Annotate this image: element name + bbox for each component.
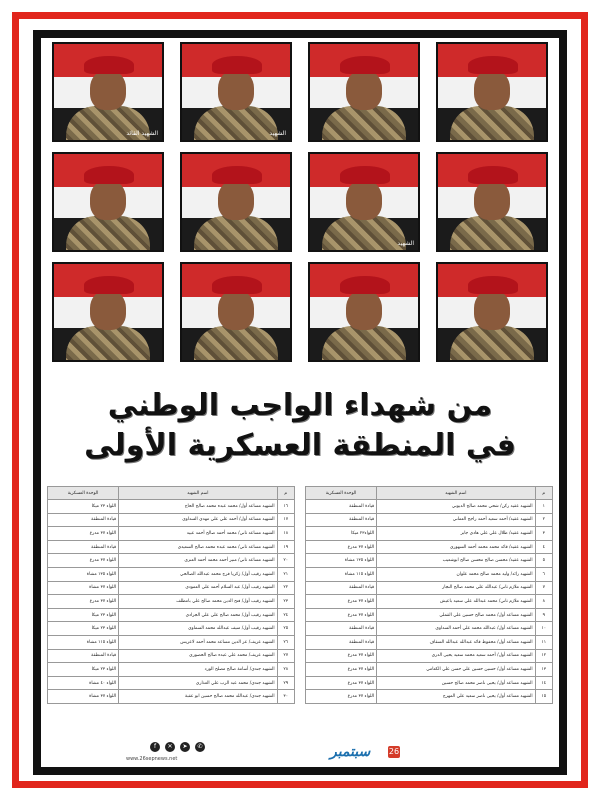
martyr-photo-7 [180, 152, 292, 252]
photo-caption: الشهيد القائد [126, 130, 158, 137]
table-row [306, 513, 553, 527]
military-unit: اللواء ٢٣ ميكا [48, 622, 119, 636]
table-row [306, 622, 553, 636]
row-number: ٥ [535, 554, 552, 568]
row-number: ٤ [535, 540, 552, 554]
martyr-photo-9 [436, 262, 548, 362]
martyr-photo-12 [52, 262, 164, 362]
martyr-name: الشهيد عقيد ركن/ شحي محمد صالح الديوني [377, 500, 535, 514]
photo-grid [50, 42, 550, 372]
row-number: ٢٣ [277, 595, 294, 609]
row-number: ١٥ [535, 690, 552, 704]
military-unit: اللواء ٣٧ مشاة [48, 690, 119, 704]
martyrs-table-left [47, 486, 295, 704]
soldier-portrait [322, 158, 406, 252]
martyr-name: الشهيد مساعد أول/ محمد صالح حسين علي القملي [377, 608, 535, 622]
table-row [48, 622, 295, 636]
photo-caption: الشهيد [269, 130, 286, 137]
martyr-photo-5 [436, 152, 548, 252]
table-row [306, 527, 553, 541]
row-number: ٢٧ [277, 649, 294, 663]
martyr-name: الشهيد رقيب أول/ فتح الدين محمد صالح علي بامطلف [119, 595, 277, 609]
martyr-name: الشهيد رقيب أول/ عبد السلام أحمد علي العمودي [119, 581, 277, 595]
row-number: ١ [535, 500, 552, 514]
newspaper-logo [330, 742, 400, 762]
military-unit: اللواء ٣٧ مدرع [306, 608, 377, 622]
footer [126, 742, 430, 766]
martyr-photo-10 [308, 262, 420, 362]
table-row [306, 676, 553, 690]
military-unit: قيادة المنطقة [306, 635, 377, 649]
military-unit: قيادة المنطقة [306, 513, 377, 527]
martyr-name: الشهيد مساعد أول/ عبدالله محمد علي أحمد السداوي [377, 622, 535, 636]
website-url[interactable]: www.26sepnews.net [126, 756, 178, 762]
martyrs-table-right [305, 486, 553, 704]
facebook-icon[interactable]: f [150, 742, 160, 752]
martyr-name: الشهيد مساعد ثاني/ محمد عبده محمد صالح السعيدي [119, 540, 277, 554]
military-unit: اللواء ٣٧ مدرع [48, 595, 119, 609]
table-row [48, 540, 295, 554]
table-row [48, 527, 295, 541]
row-number: ٢١ [277, 567, 294, 581]
headline-line-2: في المنطقة العسكرية الأولى [84, 428, 516, 463]
martyr-name: الشهيد عقيد/ قائد محمد محمد أحمد السهوري [377, 540, 535, 554]
martyr-name: الشهيد عقيد/ طلال علي علي هادي جابر [377, 527, 535, 541]
soldier-portrait [322, 268, 406, 362]
row-number: ٢٠ [277, 554, 294, 568]
martyr-photo-4 [52, 42, 164, 142]
row-number: ٢٥ [277, 622, 294, 636]
martyr-name: الشهيد رقيب أول/ منيف عبدالله محمد السماوي [119, 622, 277, 636]
logo-badge: 26 [388, 747, 400, 756]
row-number: ١٠ [535, 622, 552, 636]
x-icon[interactable]: ✕ [165, 742, 175, 752]
soldier-portrait [450, 48, 534, 142]
row-number: ١١ [535, 635, 552, 649]
martyr-name: الشهيد عريف/ محمد علي عبده صالح الحصوري [119, 649, 277, 663]
military-unit: اللواء ١١٥ مشاة [306, 567, 377, 581]
military-unit: اللواء ١١٥ مشاة [48, 635, 119, 649]
military-unit: اللواء ٣٧ مدرع [48, 527, 119, 541]
row-number: ١٦ [277, 500, 294, 514]
table-row [306, 540, 553, 554]
military-unit: قيادة المنطقة [306, 622, 377, 636]
header-unit: الوحدة العسكرية [306, 487, 377, 500]
soldier-portrait [194, 48, 278, 142]
table-row [48, 595, 295, 609]
martyr-name: الشهيد ملازم ثاني/ عبدالله علي محمد صالح النجار [377, 581, 535, 595]
military-unit: اللواء ٣٧ مدرع [306, 595, 377, 609]
martyr-name: الشهيد مساعد أول/ أحمد علي علي مهدي السداوي [119, 513, 277, 527]
row-number: ٣٠ [277, 690, 294, 704]
table-header-row [48, 487, 295, 500]
military-unit: اللواء٢٣ ميكا [306, 527, 377, 541]
row-number: ٢ [535, 513, 552, 527]
table-row [48, 663, 295, 677]
military-unit: اللواء ٤٠ مشاة [48, 676, 119, 690]
table-row [306, 690, 553, 704]
row-number: ٢٦ [277, 635, 294, 649]
military-unit: قيادة المنطقة [48, 649, 119, 663]
row-number: ٦ [535, 567, 552, 581]
military-unit: قيادة المنطقة [306, 581, 377, 595]
martyr-photo-2 [308, 42, 420, 142]
martyr-photo-1 [436, 42, 548, 142]
military-unit: اللواء ٣٧ مدرع [306, 649, 377, 663]
row-number: ١٨ [277, 527, 294, 541]
martyrs-tables [47, 486, 553, 732]
table-row [306, 581, 553, 595]
table-row [48, 513, 295, 527]
military-unit: اللواء ٣٧ مدرع [306, 663, 377, 677]
telegram-icon[interactable]: ➤ [180, 742, 190, 752]
soldier-portrait [450, 268, 534, 362]
martyr-name: الشهيد جندي/ أسامة صالح مصلح الورد [119, 663, 277, 677]
table-row [48, 554, 295, 568]
row-number: ١٤ [535, 676, 552, 690]
header-num: م [277, 487, 294, 500]
martyr-name: الشهيد مساعد ثاني/ محمد أحمد صالح أحمد عبيد [119, 527, 277, 541]
soldier-portrait [66, 158, 150, 252]
table-row [306, 635, 553, 649]
table-header-row [306, 487, 553, 500]
row-number: ٩ [535, 608, 552, 622]
martyr-name: الشهيد مساعد أول/ حسين حسين علي حسن علي الكعامي [377, 663, 535, 677]
table-row [48, 676, 295, 690]
martyr-photo-3 [180, 42, 292, 142]
table-row [306, 567, 553, 581]
header-name: اسم الشهيد [119, 487, 277, 500]
table-row [306, 554, 553, 568]
row-number: ٣ [535, 527, 552, 541]
table-row [306, 608, 553, 622]
martyr-name: الشهيد مساعد أول/ يحيى ناصر محمد صالح حسين [377, 676, 535, 690]
table-row [48, 635, 295, 649]
social-icons [150, 742, 205, 752]
row-number: ٧ [535, 581, 552, 595]
military-unit: قيادة المنطقة [48, 513, 119, 527]
martyr-photo-11 [180, 262, 292, 362]
row-number: ٢٩ [277, 676, 294, 690]
military-unit: اللواء ٣٧ مدرع [306, 676, 377, 690]
military-unit: اللواء ١٣٥ مشاة [48, 567, 119, 581]
martyr-name: الشهيد رائد/ وليد محمد صالح محمد علوان [377, 567, 535, 581]
row-number: ١٩ [277, 540, 294, 554]
martyr-name: الشهيد مساعد أول/ يحيى ناصر سعيد علي المهرج [377, 690, 535, 704]
soldier-portrait [194, 268, 278, 362]
header-num: م [535, 487, 552, 500]
soldier-portrait [322, 48, 406, 142]
table-row [306, 500, 553, 514]
table-row [48, 567, 295, 581]
table-row [306, 663, 553, 677]
header-unit: الوحدة العسكرية [48, 487, 119, 500]
martyr-name: الشهيد جندي/ عبدالله محمد صالح حسين ابو عقبة [119, 690, 277, 704]
soldier-portrait [450, 158, 534, 252]
martyr-name: الشهيد مساعد أول/ أحمد سعيد محمد سعيد يحيى الدري [377, 649, 535, 663]
martyr-photo-8 [52, 152, 164, 252]
martyr-name: الشهيد عريف/ عز الدين مساعد محمد أحمد لاعريس [119, 635, 277, 649]
martyr-name: الشهيد رقيب أول/ محمد صالح علي علي الجرادي [119, 608, 277, 622]
military-unit: اللواء ١٣٥ مشاة [306, 554, 377, 568]
martyr-name: الشهيد رقيب أول/ زكريا فرج محمد عبدالله الصالحي [119, 567, 277, 581]
row-number: ١٢ [535, 649, 552, 663]
headline-line-1: من شهداء الواجب الوطني [107, 388, 493, 423]
row-number: ١٣ [535, 663, 552, 677]
military-unit: قيادة المنطقة [48, 540, 119, 554]
table-row [48, 690, 295, 704]
martyr-name: الشهيد مساعد أول/ محمد عبده محمد صالح الحاج [119, 500, 277, 514]
soldier-portrait [194, 158, 278, 252]
table-row [48, 649, 295, 663]
logo-text: سبتمبر [330, 744, 371, 760]
soldier-portrait [66, 268, 150, 362]
whatsapp-icon[interactable]: ✆ [195, 742, 205, 752]
martyr-name: الشهيد مساعد ثاني/ منير أحمد محمد أحمد العنزي [119, 554, 277, 568]
soldier-portrait [66, 48, 150, 142]
row-number: ٢٤ [277, 608, 294, 622]
martyr-name: الشهيد ملازم ثاني/ محمد عبدالله علي سعيد باعيش [377, 595, 535, 609]
table-row [48, 608, 295, 622]
military-unit: اللواء ٢٣ ميكا [48, 500, 119, 514]
military-unit: اللواء ٢٣ ميكا [48, 663, 119, 677]
military-unit: اللواء ٣٧ مدرع [48, 554, 119, 568]
table-row [48, 500, 295, 514]
military-unit: قيادة المنطقة [306, 500, 377, 514]
martyr-name: الشهيد جندي/ محمد عبد الرب علي العذاري [119, 676, 277, 690]
martyr-name: الشهيد عقيد/ أحمد سعيد أحمد راجح العماني [377, 513, 535, 527]
military-unit: اللواء ٣٧ مشاة [48, 581, 119, 595]
military-unit: اللواء ٣٧ مدرع [306, 540, 377, 554]
military-unit: اللواء ٢٣ ميكا [48, 608, 119, 622]
row-number: ١٧ [277, 513, 294, 527]
martyr-photo-6 [308, 152, 420, 252]
martyr-name: الشهيد عقيد/ محسن صالح محسن صالح ابوشعيب [377, 554, 535, 568]
military-unit: اللواء ٣٧ مدرع [306, 690, 377, 704]
row-number: ٢٨ [277, 663, 294, 677]
martyr-name: الشهيد مساعد أول/ محفوظ قائد عبدالله عبدالله السقاف [377, 635, 535, 649]
photo-caption: الشهيد [397, 240, 414, 247]
table-row [306, 595, 553, 609]
row-number: ٨ [535, 595, 552, 609]
table-row [48, 581, 295, 595]
header-name: اسم الشهيد [377, 487, 535, 500]
table-row [306, 649, 553, 663]
row-number: ٢٢ [277, 581, 294, 595]
